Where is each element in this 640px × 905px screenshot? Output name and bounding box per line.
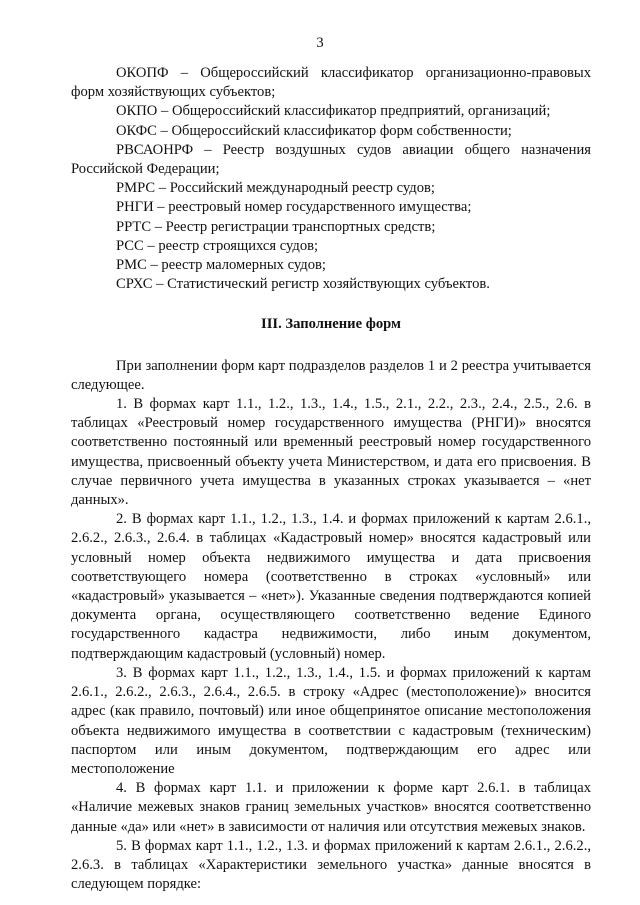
section-body (71, 357, 591, 895)
paragraph-item-5: 5. В формах карт 1.1., 1.2., 1.3. и формах приложений к картам 2.6.1., 2.6.2., 2.6.3. в таблицах «Характеристики земельного участка» данные вносятся в следующем порядке: (71, 837, 591, 893)
abbreviation-rvsaonrf: РВСАОНРФ – Реестр воздушных судов авиации общего назначения Российской Федерации; (71, 141, 591, 178)
abbreviation-srhs: СРХС – Статистический регистр хозяйствующих субъектов. (116, 276, 490, 293)
paragraph-item-3: 3. В формах карт 1.1., 1.2., 1.3., 1.4., 1.5. и формах приложений к картам 2.6.1., 2.6.2., 2.6.3., 2.6.4., 2.6.5. в строку «Адрес (местоположение)» вносится адрес (как правило, почтовый) или иное общепринятое описание местоположения объекта недвижимого имущества в соответствии с кадастровым (техническим) паспортом или иным документом, подтверждающим его адрес или местоположение (71, 664, 591, 777)
abbreviation-list (71, 64, 591, 294)
paragraph-item-2: 2. В формах карт 1.1., 1.2., 1.3., 1.4. и формах приложений к картам 2.6.1., 2.6.2., 2.6.3., 2.6.4. в таблицах «Кадастровый номер» вносятся кадастровый или условный номер объекта недвижимого имущества и дата присвоения соответствующего номера (соответственно в строках «условный» или «кадастровый» указывается – «нет»). Указанные сведения подтверждаются копией документа органа, осуществляющего соответственно ведение Единого государственного кадастра недвижимости, либо иным документом, подтверждающим кадастровый (условный) номер. (71, 511, 591, 662)
abbreviation-okfs: ОКФС – Общероссийский классификатор форм собственности; (116, 122, 512, 139)
abbreviation-okopf: ОКОПФ – Общероссийский классификатор организационно-правовых форм хозяйствующих субъектов; (71, 65, 591, 101)
page-number: 3 (316, 35, 324, 51)
abbreviation-rngi: РНГИ – реестровый номер государственного имущества; (116, 199, 472, 216)
abbreviation-rmrs: РМРС – Российский международный реестр судов; (116, 180, 435, 197)
section-title: III. Заполнение форм (261, 316, 401, 333)
paragraph-item-4: 4. В формах карт 1.1. и приложении к форме карт 2.6.1. в таблицах «Наличие межевых знаков границ земельных участков» вносятся соответственно данные «да» или «нет» в зависимости от наличия или отсутствия межевых знаков. (71, 780, 591, 835)
page-content (71, 64, 591, 894)
abbreviation-rss: РСС – реестр строящихся судов; (116, 237, 319, 254)
paragraph-item-1: 1. В формах карт 1.1., 1.2., 1.3., 1.4., 1.5., 2.1., 2.2., 2.3., 2.4., 2.5., 2.6. в таблицах «Реестровый номер государственного имущества (РНГИ)» вносятся соответственно постоянный или временный реестровый номер государственного имущества, присвоенный объекту учета Министерством, и дата его присвоения. В случае первичного учета имущества в указанных строках указывается – «нет данных». (71, 396, 591, 509)
paragraph-intro: При заполнении форм карт подразделов разделов 1 и 2 реестра учитывается следующее. (71, 357, 591, 393)
abbreviation-rms: РМС – реестр маломерных судов; (116, 257, 326, 274)
abbreviation-rrts: РРТС – Реестр регистрации транспортных средств; (116, 218, 436, 235)
abbreviation-okpo: ОКПО – Общероссийский классификатор предприятий, организаций; (116, 103, 551, 120)
